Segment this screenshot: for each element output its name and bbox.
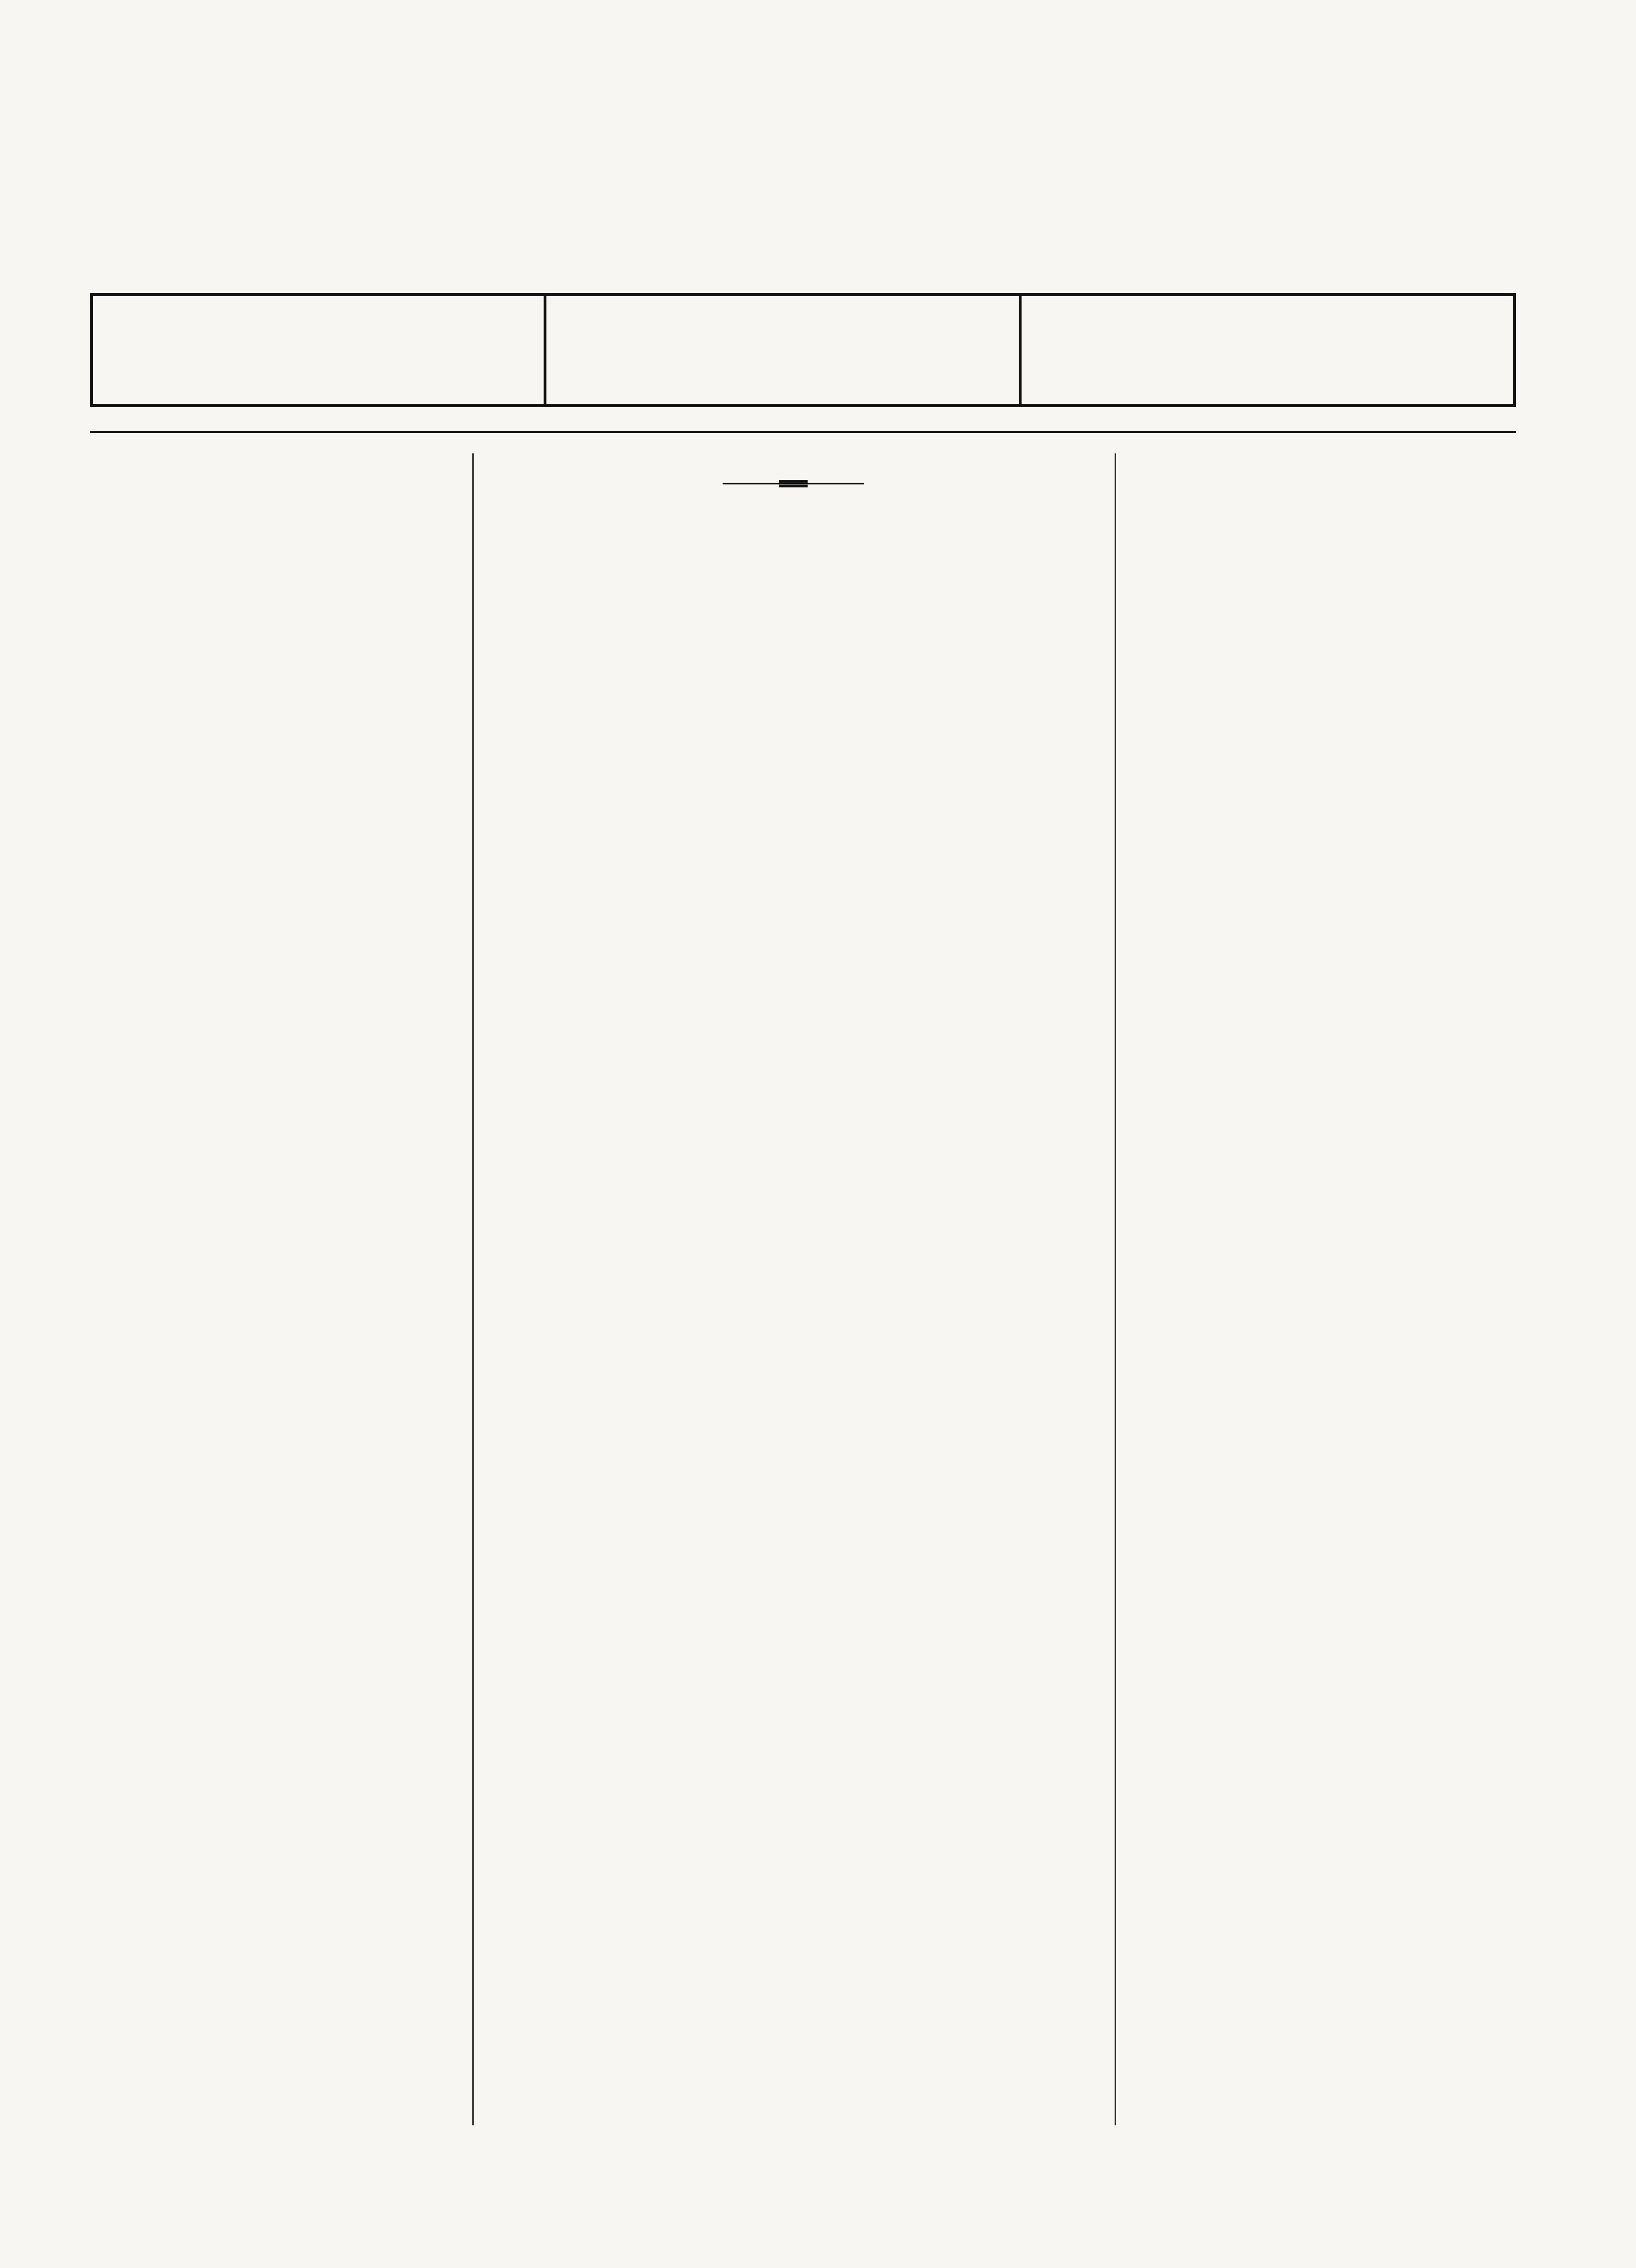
center-column <box>482 463 1105 2121</box>
publication-info-box <box>90 293 1516 407</box>
masthead-logo <box>189 98 1464 287</box>
info-left <box>93 296 546 404</box>
column-divider-right <box>1115 453 1116 2125</box>
info-director <box>546 296 1019 404</box>
top-dateline-bar <box>113 56 1483 94</box>
column-divider-left <box>472 453 474 2125</box>
left-column <box>113 463 463 2111</box>
censor-rule <box>90 431 1516 433</box>
ornament-rule <box>723 474 864 493</box>
info-right <box>1019 296 1513 404</box>
